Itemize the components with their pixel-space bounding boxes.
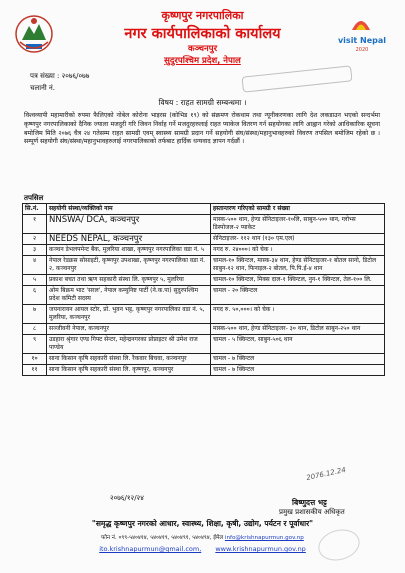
table-row [23,245,385,256]
letter-subject: विषय : राहत सामग्री सम्बन्धमा । [158,98,247,107]
table-row [23,215,385,234]
row-items: मास्क-५०० थान, हेण्ड सेनिटाइजर- ३० थान, डिटोल साबुन-२५० थान [211,324,385,335]
row-items: चामल - ७ क्विन्टल [211,354,385,365]
table-row [23,354,385,365]
header-donor: सहयोगी संस्था/व्यक्तिको नाम [47,204,211,215]
row-items: सेनिटाइजर- ११२ थान (१३० एम.एल) [211,234,385,245]
visit-nepal-sun-icon [350,14,372,32]
row-items: मास्क-५०० थान, हेण्ड सेनिटाइजर-१०लि, साबुन-५०० थान, ग्लोभ्स डिस्पोजल-२ प्याकेट [211,215,385,234]
contact-email-link[interactable]: info@krishnapurmun.gov.np [224,535,304,541]
row-sn: ८ [23,324,47,335]
row-donor: नेपाल रेडक्रस सोसाइटी, कृष्णपुर उपशाखा, कृष्णपुर नगरपालिका वडा नं. २, कञ्चनपुर [47,256,211,275]
signer-title: प्रमुख प्रशासकीय अधिकृत [279,508,345,516]
table-header-row [23,204,385,215]
row-items: नगद रु. ५०,०००। को चेक । [211,305,385,324]
header-office: नगर कार्यपालिकाको कार्यालय [124,26,281,42]
row-sn: ९ [23,335,47,354]
signer-name: बिष्णुदत्त भट्ट [292,498,327,507]
row-sn: १ [23,215,47,234]
row-donor: उडहारा श्रृंगार एण्ड गिफ्ट सेन्टर, महेन्द्रनगरका प्रोप्राइटर श्री उमेश राज पाण्डेय [47,335,211,354]
row-items: चामल - २० क्विन्टल [211,286,385,305]
row-donor: ओम बिक्रम भाट 'सरल', नेपाल कम्युनिष्ट पार्टी (ने.क.पा) सुदुरपश्चिम प्रदेश कमिटी सदस्य [47,286,211,305]
visit-nepal-text: visit Nepal [337,36,387,45]
row-donor: जयनारायन आयल स्टोर, प्रो. भुवन भट्ट, कृष्णपुर नगरपालिका वडा नं. ५, मुलरिया, कञ्चनपुर [47,305,211,324]
signature-scribble: 2076.12.24 [305,465,347,483]
header-sn: सि.नं. [23,204,47,215]
table-row [23,234,385,245]
row-sn: ३ [23,245,47,256]
round-stamp [315,525,363,565]
row-sn: २ [23,234,47,245]
table-row [23,275,385,286]
row-items: नगद रु. २४०००। को चेक । [211,245,385,256]
letter-number: पत्र संख्या : २०७६/०७७ [30,72,90,80]
header-province: सुदुरपश्चिम प्रदेश, नेपाल [164,56,241,66]
table-row [23,335,385,354]
row-sn: ६ [23,286,47,305]
row-items: चामल-१० क्विन्टल, मिक्स दाल-१ क्विन्टल, नुन-१ क्विन्टल, तेल-१०० लि. [211,275,385,286]
row-sn: ७ [23,305,47,324]
row-sn: ११ [23,365,47,376]
email-link[interactable]: ito.krishnapurmun@gmail.com, [99,545,202,553]
row-donor: NEEDS NEPAL, कञ्चनपुर [47,234,211,245]
row-donor: NNSWA/ DCA, कञ्चनपुर [47,215,211,234]
website-link[interactable]: www.krishnapurmun.gov.np [215,545,306,553]
footer-motto: "समृद्ध कृष्णपुर नगरको आधार, स्वास्थ्य, शिक्षा, कृषी, उद्योग, पर्यटन र पूर्वाधार" [91,519,314,528]
letter-date: २०७६/१२/२४ [110,494,144,502]
row-sn: ४ [23,256,47,275]
visit-nepal-logo [332,14,392,60]
row-sn: ५ [23,275,47,286]
table-row [23,256,385,275]
dispatch-number: चलानी नं. [30,84,56,92]
table-row [23,305,385,324]
office-stamp [241,65,352,92]
letter-body: विश्वव्यापी महामारीको रुपमा फैलिएको नोबेल कोरोना भाइरस (कोभिड १९) को संक्रमण रोकथाम तथा न्यूनीकरणका लागि देश लकडाउन भएको सन्दर्भमा कृष्णपुर नगरपालिकाको दैनिक ज्याला मजदुरी गरि जिवन निर्वाह गर्ने मजदुरहरुलाई राहत प्याकेज वितरण गर्न सहयोगका लागि आह्वान गरेको आधिकारिक सूचना बमोजिम मिति २०७६ चैत्र २४ गतेसम्म राहत सामग्री एवम् स्वास्थ्य सामग्री प्रदान गर्ने सहयोगी संघ/संस्था/महानुभावहरुको विवरण तपसिल बमोजिम रहेको छ । सम्पूर्ण सहयोगी संघ/संस्था/महानुभावहरुलाई नगरपालिकाको तर्फबाट हार्दिक धन्यवाद ज्ञापन गर्दछौं । [24,112,380,146]
list-title: तपसिल [24,194,44,202]
header-municipality: कृष्णपुर नगरपालिका [161,9,244,22]
header-items: हस्तान्तरण गरिएको सामग्री र संख्या [211,204,385,215]
table-row [23,365,385,376]
row-donor: साना किसान कृषि सहकारी संस्था लि. रैकवार बिचवा, कञ्चनपुर [47,354,211,365]
donor-table [22,203,385,376]
row-items: चामल - ५ क्विन्टल, साबुन-५०६ थान [211,335,385,354]
row-items: चामल-१० क्विन्टल, मास्क-३४ थान, हेण्ड सेनिटाइजर-१ बोतल सानो, डिटोल साबुन-१२ थान, फिनाइल-२ बोतल, पि.पि.ई-४ थान [211,256,385,275]
row-donor: प्रकाश बचत तथा ऋण सहकारी संस्था लि. कृष्णपुर ५, मुलरिया [47,275,211,286]
row-donor: साना किसान कृषि सहकारी संस्था लि. कृष्णपुर, कञ्चनपुर [47,365,211,376]
row-donor: सञ्जीवनी नेपाल, कञ्चनपुर [47,324,211,335]
row-donor: कञ्चन डेभलपमेन्ट बैंक, मुलरिया शाखा, कृष्णपुर नगरपालिका वडा नं. ५ [47,245,211,256]
table-row [23,324,385,335]
header-district: कञ्चनपुर [187,44,218,54]
table-row [23,286,385,305]
contact-phone: फोन नं. ०९९-५४०४१४, ५४०४१९, ५४०४९१, ५४०४९४, ईमेल [101,535,224,541]
row-sn: १० [23,354,47,365]
row-items: चामल - ७ क्विन्टल [211,365,385,376]
visit-nepal-year: 2020 [355,47,369,53]
